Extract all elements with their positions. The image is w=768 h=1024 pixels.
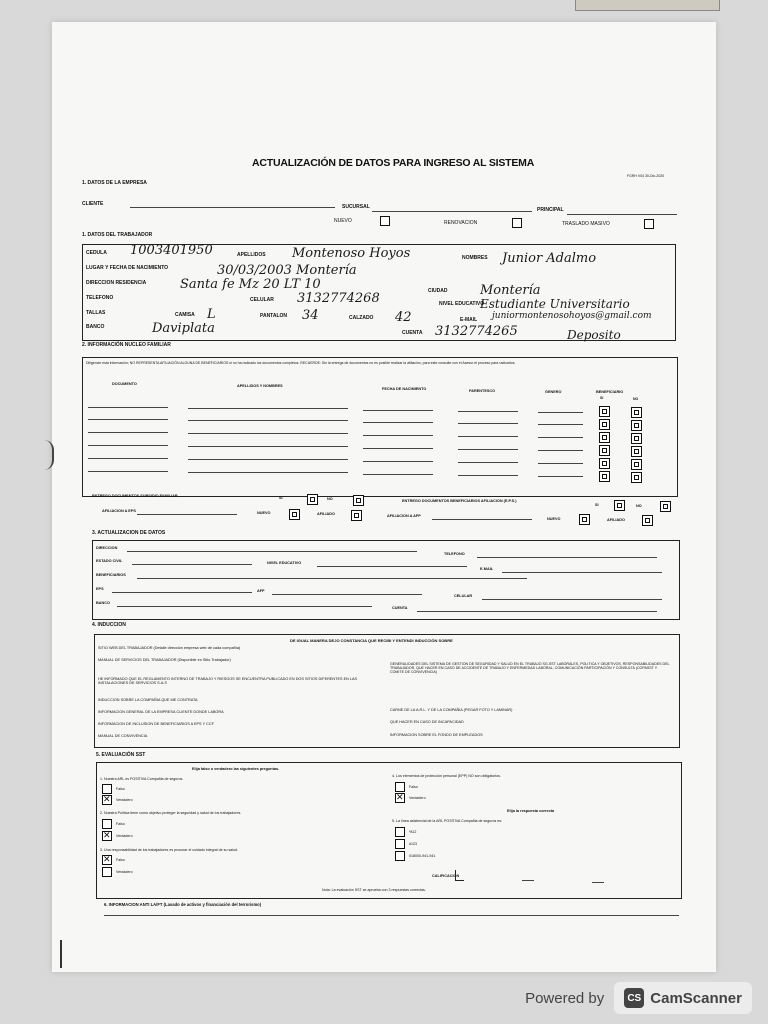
row-line (188, 433, 348, 434)
entrego-subsidio-label: ENTREGO DOCUMENTOS SUBSIDIO FAMILIAR (92, 494, 178, 498)
act-telefono-line (477, 557, 657, 558)
induccion-box (94, 634, 680, 748)
section-antilaft: 6. INFORMACION ANTI LA/FT (Lavado de activos y financiación del terrorismo) (104, 902, 262, 907)
ind-r1: GENERALIDADES DEL SISTEMA DE GESTION DE SEGURIDAD Y SALUD EN EL TRABAJO SG-SST LABORALES, POLITICA Y OBJETIVOS, RESPONSABILIDADES DEL TRABAJADOR, QUE HACER EN CASO DE ACCIDENTE DE TRABAJO Y ENFERMEDAD LABORAL, COMUNICACIÓN PARTICIPACIÓN Y CONSULTA (COPASST Y COMITE DE CONVIVENCIA) (390, 662, 670, 675)
q4-verdadero-checkbox[interactable] (395, 793, 405, 803)
beneficiario-si-checkbox[interactable] (599, 445, 610, 456)
row-line (363, 422, 433, 423)
afiliacion-eps-afiliado-checkbox[interactable] (351, 510, 362, 521)
calificacion-label: CALIFICACION (432, 874, 460, 878)
ind-l7: MANUAL DE CONVIVENCIA (98, 734, 148, 738)
cedula-label: CEDULA (86, 250, 107, 256)
beneficiario-no-checkbox[interactable] (631, 433, 642, 444)
act-email-line (502, 572, 662, 573)
calzado-value: 42 (395, 310, 412, 325)
section-actualizacion: 3. ACTUALIZACION DE DATOS (92, 530, 166, 536)
row-line (538, 412, 583, 413)
section-trabajador: 1. DATOS DEL TRABAJADOR (82, 232, 153, 238)
elija-correcta: Elija la respuesta correcta (507, 809, 555, 813)
q5-text: 5. La línea asistencial de la ARL POSITIVA Compañia de seguros es: (392, 819, 503, 823)
ind-l3: HE INFORMADO QUE EL REGLAMENTO INTERNO DE TRABAJO Y RIESGOS SE ENCUENTRA PUBLICADO EN DOS SITIOS DIFERENTES EN LAS INSTALACIONES DE SERVICIOS S.A.S (98, 677, 358, 686)
col-beneficiario: BENEFICIARIO (596, 390, 624, 394)
act-direccion-label: DIRECCION (96, 546, 118, 550)
ind-l5: INFORMACION GENERAL DE LA EMPRESA CLIENTE DONDE LABORA (98, 710, 224, 714)
pantalon-value: 34 (302, 308, 319, 323)
binding-mark (60, 940, 62, 968)
nota-evaluacion: Nota: La evaluación SST se aprueba con 3 respuestas correctas. (322, 888, 426, 892)
row-line (458, 423, 518, 424)
row-line (363, 461, 433, 462)
entrego-si-label: SI (279, 496, 283, 500)
afiliacion-eps-line (137, 514, 237, 515)
act-banco-line (117, 606, 372, 607)
afiliacion-afp-line (432, 519, 532, 520)
q4-falso-checkbox[interactable] (395, 782, 405, 792)
camscanner-badge (614, 982, 752, 1014)
row-line (458, 462, 518, 463)
calificacion-mark (455, 870, 464, 881)
nivel-value: Estudiante Universitario (480, 297, 630, 311)
beneficiario-no-checkbox[interactable] (631, 446, 642, 457)
act-afp-line (272, 594, 422, 595)
act-direccion-line (127, 551, 417, 552)
powered-by-text: Powered by (525, 989, 605, 1007)
entrego-eps-si-label: SI (595, 503, 599, 507)
q1-verdadero-label: Verdadero (116, 798, 133, 802)
ind-l2: MANUAL DE SERVICIOS DEL TRABAJADOR (Disponible en Sitio Trabajador) (98, 658, 231, 662)
q5-opt2-label: #123 (409, 842, 417, 846)
row-line (188, 472, 348, 473)
nuevo-checkbox[interactable] (380, 216, 390, 226)
beneficiario-no-checkbox[interactable] (631, 459, 642, 470)
cuenta-label: CUENTA (402, 330, 423, 336)
col-genero: GENERO (545, 390, 562, 394)
cliente-label: CLIENTE (82, 201, 104, 207)
row-line (88, 419, 168, 420)
entrego-eps-si-checkbox[interactable] (614, 500, 625, 511)
afiliacion-afp-afiliado-checkbox[interactable] (642, 515, 653, 526)
afiliacion-afp-nuevo-checkbox[interactable] (579, 514, 590, 525)
act-afp-label: AFP (257, 589, 265, 593)
row-line (363, 435, 433, 436)
act-cuenta-label: CUENTA (392, 606, 408, 610)
afiliacion-afp-label: AFILIACION A AFP (387, 514, 421, 518)
act-eps-line (112, 592, 252, 593)
ind-l4: INDUCCION SOBRE LA COMPAÑIA QUE ME CONTRATA (98, 698, 198, 702)
celular-label: CELULAR (250, 297, 274, 303)
ind-r2: CARNE DE LA A.R.L. Y DE LA COMPAÑIA (PEGAR FOTO Y LAMINAR) (390, 708, 513, 712)
camscanner-brand: CamScanner (650, 989, 742, 1007)
cedula-value: 1003401950 (130, 243, 213, 258)
q5-opt1-checkbox[interactable] (395, 827, 405, 837)
cuenta-value: 3132774265 (435, 324, 518, 339)
row-line (458, 449, 518, 450)
calzado-label: CALZADO (349, 315, 374, 321)
row-line (538, 450, 583, 451)
familia-rows (88, 402, 668, 487)
act-nivel-line (317, 566, 467, 567)
form-version: FGRH V04 30-Dic-2020 (627, 174, 665, 178)
q3-falso-label: Falso (116, 858, 125, 862)
q2-falso-label: Falso (116, 822, 125, 826)
form-title: ACTUALIZACIÓN DE DATOS PARA INGRESO AL SISTEMA (252, 157, 535, 169)
row-line (538, 424, 583, 425)
q1-verdadero-checkbox[interactable] (102, 795, 112, 805)
renovacion-checkbox[interactable] (512, 218, 522, 228)
telefono-label: TELEFONO (86, 295, 114, 301)
nacimiento-label: LUGAR Y FECHA DE NACIMIENTO (86, 265, 169, 271)
beneficiario-si-checkbox[interactable] (599, 432, 610, 443)
q3-falso-checkbox[interactable] (102, 855, 112, 865)
scanned-form-page (52, 22, 716, 972)
act-cuenta-line (417, 611, 657, 612)
row-line (88, 458, 168, 459)
q2-falso-checkbox[interactable] (102, 819, 112, 829)
evaluacion-box (96, 762, 682, 899)
q3-verdadero-label: Verdadero (116, 870, 133, 874)
row-line (538, 437, 583, 438)
familia-note: Diligencie esta información; NO REPRESENTA AFILIACIÓN ALGUNA DE BENEFICIARIOS si no ha radicado los documentos completos. RECUERDE: Sin la entrega de documentos no es posible realizar la afiliación, para este consulte con el Asesor el proceso para radicarlos. (86, 361, 516, 365)
principal-line (567, 214, 677, 215)
entrego-no-label: NO (327, 497, 333, 501)
actualizacion-box (92, 540, 680, 620)
q4-falso-label: Falso (409, 785, 418, 789)
apellidos-label: APELLIDOS (237, 252, 266, 258)
beneficiario-si-checkbox[interactable] (599, 406, 610, 417)
apellidos-value: Montenoso Hoyos (292, 246, 411, 261)
entrego-subsidio-no-checkbox[interactable] (353, 495, 364, 506)
col-fecha: FECHA DE NACIMIENTO (382, 387, 427, 391)
ind-l6: INFORMACION DE INCLUSION DE BENEFICIARIOS A EPS Y CCF (98, 722, 214, 726)
q1-text: 1. Nuestra ARL es POSITIVA Compañia de seguros. (100, 777, 184, 781)
calificacion-line (592, 882, 604, 883)
banco-value: Daviplata (152, 321, 215, 336)
direccion-value: Santa fe Mz 20 LT 10 (180, 277, 321, 292)
row-line (363, 448, 433, 449)
camscanner-logo-icon: CS (624, 988, 644, 1008)
afiliacion-afp-afiliado: AFILIADO (607, 518, 625, 522)
act-telefono-label: TELEFONO (444, 552, 465, 556)
induccion-head: DE IGUAL MANERA DEJO CONSTANCIA QUE RECIBI Y ENTENDI INDUCCIÓN SOBRE (290, 638, 453, 643)
beneficiario-no-checkbox[interactable] (631, 420, 642, 431)
ind-r3: QUE HACER EN CASO DE INCAPACIDAD (390, 720, 464, 724)
cliente-line (130, 207, 335, 208)
row-line (363, 410, 433, 411)
section-induccion: 4. INDUCCION (92, 622, 126, 628)
beneficiario-si-checkbox[interactable] (599, 419, 610, 430)
nombres-label: NOMBRES (462, 255, 488, 261)
act-celular-label: CELULAR (454, 594, 473, 598)
row-line (458, 411, 518, 412)
sucursal-label: SUCURSAL (342, 204, 370, 210)
row-line (538, 476, 583, 477)
row-line (363, 474, 433, 475)
act-estado-label: ESTADO CIVIL (96, 559, 123, 563)
row-line (188, 446, 348, 447)
banco-label: BANCO (86, 324, 105, 330)
ciudad-label: CIUDAD (428, 288, 448, 294)
entrego-eps-no-checkbox[interactable] (660, 501, 671, 512)
afiliacion-eps-label: AFILIACION A EPS (102, 509, 136, 513)
q2-verdadero-label: Verdadero (116, 834, 133, 838)
watermark (525, 982, 752, 1014)
row-line (88, 471, 168, 472)
nombres-value: Junior Adalmo (502, 251, 597, 266)
col-documento: DOCUMENTO (112, 382, 137, 386)
nuevo-label: NUEVO (334, 218, 352, 224)
q1-falso-label: Falso (116, 787, 125, 791)
section-empresa: 1. DATOS DE LA EMPRESA (82, 180, 147, 186)
row-line (188, 459, 348, 460)
afiliacion-eps-nuevo: NUEVO (257, 511, 271, 515)
ind-l1: SITIO WEB DEL TRABAJADOR (Detalle dirección empresa web de cada compañía) (98, 646, 241, 650)
cuenta-tipo-value: Deposito (567, 328, 621, 342)
tallas-label: TALLAS (86, 310, 106, 316)
entrego-eps-label: ENTREGO DOCUMENTOS BENEFICIARIOS AFILIACION (E.P.S.) (402, 499, 517, 503)
section-familia: 2. INFORMACIÓN NUCLEO FAMILIAR (82, 342, 171, 348)
q5-opt3-label: 018000-941-941 (409, 854, 436, 858)
ciudad-value: Montería (480, 283, 541, 298)
beneficiario-no-checkbox[interactable] (631, 472, 642, 483)
col-no: NO (633, 397, 639, 401)
col-parentesco: PARENTESCO (469, 389, 496, 393)
row-line (88, 407, 168, 408)
calificacion-line (522, 880, 534, 881)
camisa-label: CAMISA (175, 312, 195, 318)
col-si: SI (600, 396, 604, 400)
email-label: E-MAIL (460, 317, 478, 323)
q2-verdadero-checkbox[interactable] (102, 831, 112, 841)
act-eps-label: EPS (96, 587, 104, 591)
q3-verdadero-checkbox[interactable] (102, 867, 112, 877)
nivel-label: NIVEL EDUCATIVO (439, 301, 485, 307)
act-nivel-label: NIVEL EDUCATIVO (267, 561, 302, 565)
act-beneficiarios-label: BENEFICIARIOS (96, 573, 126, 577)
celular-value: 3132774268 (297, 291, 380, 306)
row-line (188, 408, 348, 409)
afiliacion-afp-nuevo: NUEVO (547, 517, 561, 521)
sucursal-line (372, 211, 532, 212)
principal-label: PRINCIPAL (537, 207, 564, 213)
eval-head: Elija falso o verdadero las siguientes preguntas. (192, 767, 280, 771)
nacimiento-value: 30/03/2003 Montería (217, 263, 357, 278)
traslado-checkbox[interactable] (644, 219, 654, 229)
afiliacion-eps-nuevo-checkbox[interactable] (289, 509, 300, 520)
q5-opt1-label: *812 (409, 830, 417, 834)
beneficiario-si-checkbox[interactable] (599, 471, 610, 482)
q1-falso-checkbox[interactable] (102, 784, 112, 794)
col-apellidos: APELLIDOS Y NOMBRES (237, 384, 283, 388)
q3-text: 3. Una responsabilidad de los trabajadores es procurar el cuidado integral de su salud. (100, 848, 239, 852)
ind-r4: INFORMACION SOBRE EL FONDO DE EMPLEADOS (390, 733, 483, 737)
afiliacion-eps-afiliado: AFILIADO (317, 512, 335, 516)
entrego-eps-no-label: NO (636, 504, 642, 508)
section-evaluacion: 5. EVALUACIÓN SST (96, 752, 146, 758)
act-email-label: E-MAIL (480, 567, 494, 571)
act-banco-label: BANCO (96, 601, 110, 605)
q2-text: 2. Nuestra Política tiene como objetivo proteger la seguridad y salud de los trabajadores. (100, 811, 242, 815)
row-line (458, 475, 518, 476)
q4-text: 4. Los elementos de protección personal (EPP) NO son obligatorios. (392, 774, 501, 778)
row-line (458, 436, 518, 437)
act-beneficiarios-line (137, 578, 527, 579)
q4-verdadero-label: Verdadero (409, 796, 426, 800)
camisa-value: L (207, 307, 216, 322)
antilaft-line (104, 915, 679, 916)
traslado-label: TRASLADO MASIVO (562, 221, 610, 227)
row-line (538, 463, 583, 464)
entrego-subsidio-si-checkbox[interactable] (307, 494, 318, 505)
q5-opt3-checkbox[interactable] (395, 851, 405, 861)
row-line (88, 432, 168, 433)
renovacion-label: RENOVACION (444, 220, 478, 226)
row-line (188, 420, 348, 421)
direccion-label: DIRECCION RESIDENCIA (86, 280, 147, 286)
act-estado-line (132, 564, 252, 565)
row-line (88, 445, 168, 446)
pantalon-label: PANTALON (260, 313, 288, 319)
paper-edge (575, 0, 720, 11)
beneficiario-no-checkbox[interactable] (631, 407, 642, 418)
email-value: juniormontenosohoyos@gmail.com (492, 311, 652, 321)
beneficiario-si-checkbox[interactable] (599, 458, 610, 469)
act-celular-line (482, 599, 662, 600)
q5-opt2-checkbox[interactable] (395, 839, 405, 849)
